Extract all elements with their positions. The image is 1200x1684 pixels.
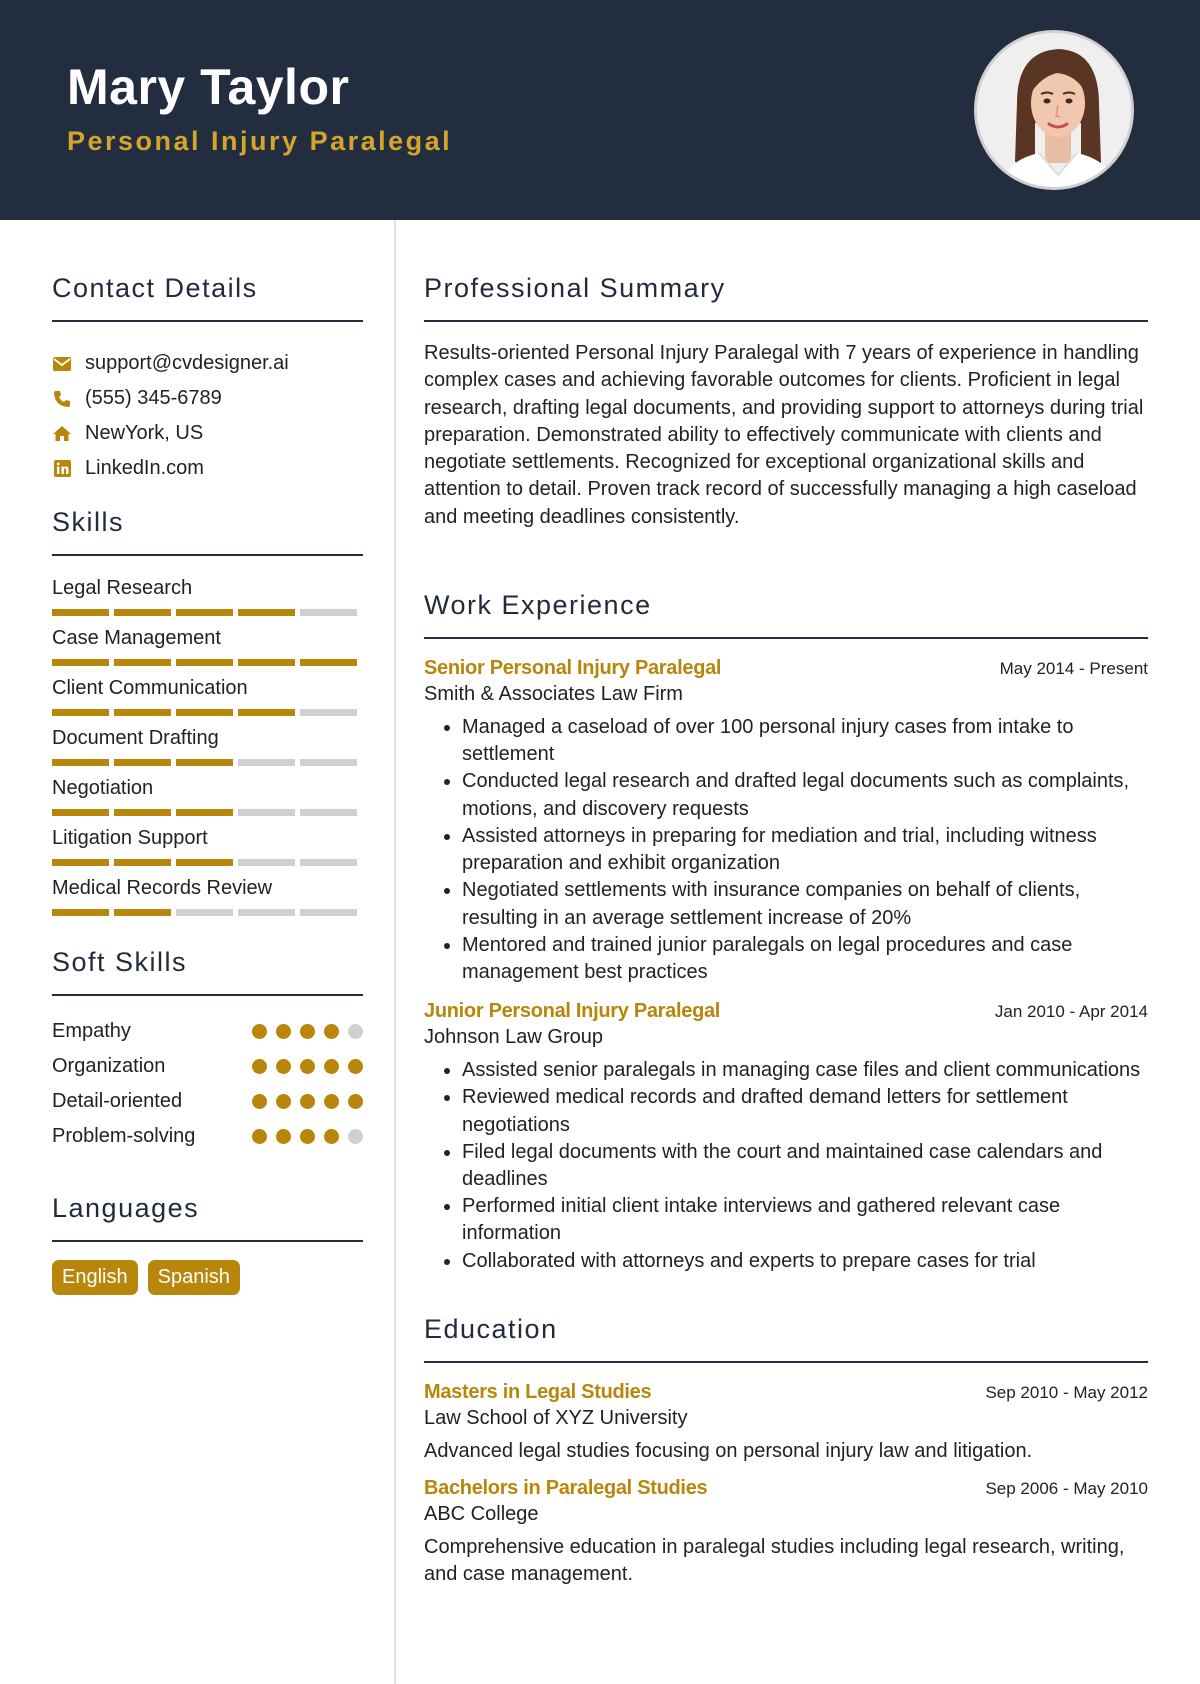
skill-name: Document Drafting bbox=[52, 727, 219, 749]
skill-level-segment bbox=[238, 759, 295, 766]
contact-location-text: NewYork, US bbox=[85, 422, 204, 444]
skill-item bbox=[52, 826, 363, 876]
job-company: Smith & Associates Law Firm bbox=[424, 683, 683, 706]
skill-name: Case Management bbox=[52, 627, 221, 649]
skill-item bbox=[52, 876, 363, 926]
education-entry bbox=[424, 1477, 1148, 1588]
job-date: Jan 2010 - Apr 2014 bbox=[994, 1002, 1148, 1022]
rating-dot bbox=[300, 1129, 315, 1144]
rating-dot bbox=[348, 1024, 363, 1039]
skill-level-segment bbox=[176, 809, 233, 816]
skill-level-segment bbox=[114, 809, 171, 816]
summary-rule bbox=[424, 320, 1148, 322]
contact-email-text: support@cvdesigner.ai bbox=[85, 352, 289, 374]
summary-text: Results-oriented Personal Injury Paralegal with 7 years of experience in handling complex cases and achieving favorable outcomes for clients. Proficient in legal research, drafting legal documents, and providing support to attorneys during trial preparation. Demonstrated ability to effectively communicate with clients and negotiate settlements. Recognized for exceptional organizational skills and attention to detail. Proven track record of successfully managing a high caseload and meeting deadlines consistently. bbox=[424, 342, 1144, 528]
skill-level-segment bbox=[52, 859, 109, 866]
job-bullet: • Collaborated with attorneys and experts to prepare cases for trial bbox=[462, 1248, 1148, 1275]
soft-skill-item bbox=[52, 1084, 363, 1119]
school-name: ABC College bbox=[424, 1502, 539, 1525]
skill-level-segment bbox=[238, 809, 295, 816]
contact-email[interactable] bbox=[52, 346, 363, 381]
experience-section bbox=[424, 587, 1148, 1275]
skill-level-segment bbox=[176, 659, 233, 666]
experience-heading: Work Experience bbox=[424, 590, 652, 621]
avatar-illustration-icon bbox=[977, 33, 1134, 190]
language-badge-spanish: Spanish bbox=[148, 1260, 240, 1295]
education-heading: Education bbox=[424, 1313, 558, 1344]
rating-dot bbox=[252, 1024, 267, 1039]
skill-item bbox=[52, 776, 363, 826]
skill-name: Negotiation bbox=[52, 777, 154, 799]
skill-level-segment bbox=[238, 909, 295, 916]
skill-name: Legal Research bbox=[52, 577, 193, 599]
soft-skill-name: Detail-oriented bbox=[52, 1090, 183, 1112]
summary-section bbox=[424, 270, 1148, 531]
skill-name: Client Communication bbox=[52, 677, 248, 699]
rating-dot bbox=[348, 1059, 363, 1074]
job-bullet: • Managed a caseload of over 100 personal injury cases from intake to settlement bbox=[462, 714, 1148, 768]
degree-date: Sep 2006 - May 2010 bbox=[985, 1478, 1148, 1498]
soft-skill-rating bbox=[243, 1024, 363, 1039]
job-bullets bbox=[424, 1057, 1148, 1275]
skill-item bbox=[52, 726, 363, 776]
resume-header bbox=[0, 0, 1200, 220]
school-name: Law School of XYZ University bbox=[424, 1406, 688, 1429]
experience-rule bbox=[424, 637, 1148, 639]
skill-item bbox=[52, 676, 363, 726]
skill-level-bar bbox=[52, 809, 363, 816]
rating-dot bbox=[324, 1024, 339, 1039]
rating-dot bbox=[276, 1094, 291, 1109]
contact-rule bbox=[52, 320, 363, 322]
candidate-name: Mary Taylor bbox=[67, 59, 350, 115]
skill-level-bar bbox=[52, 909, 363, 916]
skill-level-segment bbox=[176, 909, 233, 916]
skill-level-segment bbox=[52, 609, 109, 616]
soft-skills-heading: Soft Skills bbox=[52, 947, 188, 977]
sidebar bbox=[52, 270, 363, 1295]
skill-item bbox=[52, 576, 363, 626]
skill-level-segment bbox=[114, 609, 171, 616]
job-bullet: • Filed legal documents with the court and maintained case calendars and deadlines bbox=[462, 1139, 1148, 1193]
degree-title: Masters in Legal Studies bbox=[424, 1380, 652, 1403]
main-content bbox=[424, 270, 1148, 1588]
skill-level-segment bbox=[114, 709, 171, 716]
soft-skill-item bbox=[52, 1049, 363, 1084]
rating-dot bbox=[324, 1129, 339, 1144]
job-entry bbox=[424, 1000, 1148, 1275]
skills-list bbox=[52, 576, 363, 926]
skill-level-segment bbox=[238, 859, 295, 866]
job-bullet: • Performed initial client intake interviews and gathered relevant case information bbox=[462, 1193, 1148, 1247]
rating-dot bbox=[348, 1094, 363, 1109]
skill-level-segment bbox=[176, 859, 233, 866]
job-bullet: • Mentored and trained junior paralegals on legal procedures and case management best practices bbox=[462, 932, 1148, 986]
soft-skill-rating bbox=[243, 1094, 363, 1109]
column-divider bbox=[394, 220, 396, 1684]
languages-section bbox=[52, 1190, 363, 1295]
candidate-title: Personal Injury Paralegal bbox=[67, 126, 453, 156]
degree-description: Comprehensive education in paralegal studies including legal research, writing, and case management. bbox=[424, 1535, 1125, 1585]
education-entry bbox=[424, 1381, 1148, 1465]
language-badge-english: English bbox=[52, 1260, 138, 1295]
skill-level-segment bbox=[176, 609, 233, 616]
email-icon bbox=[52, 354, 72, 374]
contact-phone[interactable] bbox=[52, 381, 363, 416]
skill-level-segment bbox=[52, 909, 109, 916]
skill-level-segment bbox=[300, 759, 357, 766]
skills-section bbox=[52, 504, 363, 926]
profile-photo bbox=[974, 30, 1134, 190]
soft-skill-item bbox=[52, 1119, 363, 1154]
soft-skill-name: Empathy bbox=[52, 1020, 131, 1042]
soft-skill-name: Problem-solving bbox=[52, 1125, 196, 1147]
skill-level-segment bbox=[300, 809, 357, 816]
contact-linkedin[interactable] bbox=[52, 451, 363, 486]
languages-list bbox=[52, 1260, 363, 1295]
soft-skill-rating bbox=[243, 1129, 363, 1144]
skill-level-bar bbox=[52, 709, 363, 716]
summary-heading: Professional Summary bbox=[424, 273, 726, 303]
degree-date: Sep 2010 - May 2012 bbox=[985, 1382, 1148, 1402]
education-rule bbox=[424, 1361, 1148, 1363]
skill-level-segment bbox=[52, 659, 109, 666]
skills-heading: Skills bbox=[52, 507, 125, 537]
contact-list bbox=[52, 346, 363, 486]
contact-section bbox=[52, 270, 363, 486]
skill-level-segment bbox=[238, 659, 295, 666]
skill-level-bar bbox=[52, 859, 363, 866]
job-company: Johnson Law Group bbox=[424, 1026, 604, 1049]
skill-level-segment bbox=[300, 709, 357, 716]
phone-icon bbox=[52, 389, 72, 409]
job-entry bbox=[424, 657, 1148, 986]
skill-level-segment bbox=[52, 759, 109, 766]
soft-skill-name: Organization bbox=[52, 1055, 166, 1077]
soft-skills-rule bbox=[52, 994, 363, 996]
degree-description: Advanced legal studies focusing on personal injury law and litigation. bbox=[424, 1439, 1033, 1462]
rating-dot bbox=[276, 1129, 291, 1144]
soft-skill-rating bbox=[243, 1059, 363, 1074]
skill-name: Litigation Support bbox=[52, 827, 208, 849]
job-bullet: • Assisted attorneys in preparing for mediation and trial, including witness preparation and exhibit organization bbox=[462, 823, 1148, 877]
contact-linkedin-text: LinkedIn.com bbox=[85, 457, 204, 479]
skill-level-segment bbox=[300, 909, 357, 916]
soft-skill-item bbox=[52, 1014, 363, 1049]
rating-dot bbox=[324, 1094, 339, 1109]
skill-level-segment bbox=[114, 859, 171, 866]
job-title: Senior Personal Injury Paralegal bbox=[424, 657, 722, 680]
skills-rule bbox=[52, 554, 363, 556]
rating-dot bbox=[252, 1059, 267, 1074]
rating-dot bbox=[300, 1094, 315, 1109]
education-section bbox=[424, 1311, 1148, 1588]
languages-heading: Languages bbox=[52, 1193, 200, 1223]
skill-item bbox=[52, 626, 363, 676]
skill-level-segment bbox=[52, 709, 109, 716]
skill-level-bar bbox=[52, 659, 363, 666]
rating-dot bbox=[252, 1129, 267, 1144]
contact-heading: Contact Details bbox=[52, 273, 258, 303]
degree-title: Bachelors in Paralegal Studies bbox=[424, 1476, 708, 1499]
skill-level-segment bbox=[176, 759, 233, 766]
skill-level-segment bbox=[300, 659, 357, 666]
rating-dot bbox=[276, 1059, 291, 1074]
skill-level-segment bbox=[114, 909, 171, 916]
soft-skills-list bbox=[52, 1014, 363, 1154]
soft-skills-section bbox=[52, 944, 363, 1154]
skill-level-segment bbox=[238, 609, 295, 616]
rating-dot bbox=[276, 1024, 291, 1039]
rating-dot bbox=[300, 1059, 315, 1074]
rating-dot bbox=[252, 1094, 267, 1109]
contact-phone-text: (555) 345-6789 bbox=[85, 387, 222, 409]
skill-name: Medical Records Review bbox=[52, 877, 273, 899]
rating-dot bbox=[324, 1059, 339, 1074]
skill-level-segment bbox=[114, 759, 171, 766]
job-bullet: • Negotiated settlements with insurance companies on behalf of clients, resulting in an average settlement increase of 20% bbox=[462, 877, 1148, 931]
languages-rule bbox=[52, 1240, 363, 1242]
skill-level-segment bbox=[300, 859, 357, 866]
skill-level-segment bbox=[238, 709, 295, 716]
skill-level-segment bbox=[52, 809, 109, 816]
home-icon bbox=[52, 424, 72, 444]
skill-level-segment bbox=[300, 609, 357, 616]
job-bullet: • Assisted senior paralegals in managing case files and client communications bbox=[462, 1057, 1148, 1084]
skill-level-segment bbox=[176, 709, 233, 716]
job-date: May 2014 - Present bbox=[999, 659, 1148, 679]
skill-level-bar bbox=[52, 759, 363, 766]
contact-location bbox=[52, 416, 363, 451]
linkedin-icon bbox=[52, 459, 72, 479]
job-bullet: • Conducted legal research and drafted legal documents such as complaints, motions, and discovery requests bbox=[462, 768, 1148, 822]
skill-level-bar bbox=[52, 609, 363, 616]
skill-level-segment bbox=[114, 659, 171, 666]
job-bullet: • Reviewed medical records and drafted demand letters for settlement negotiations bbox=[462, 1084, 1148, 1138]
job-title: Junior Personal Injury Paralegal bbox=[424, 1000, 721, 1023]
rating-dot bbox=[300, 1024, 315, 1039]
rating-dot bbox=[348, 1129, 363, 1144]
job-bullets bbox=[424, 714, 1148, 986]
